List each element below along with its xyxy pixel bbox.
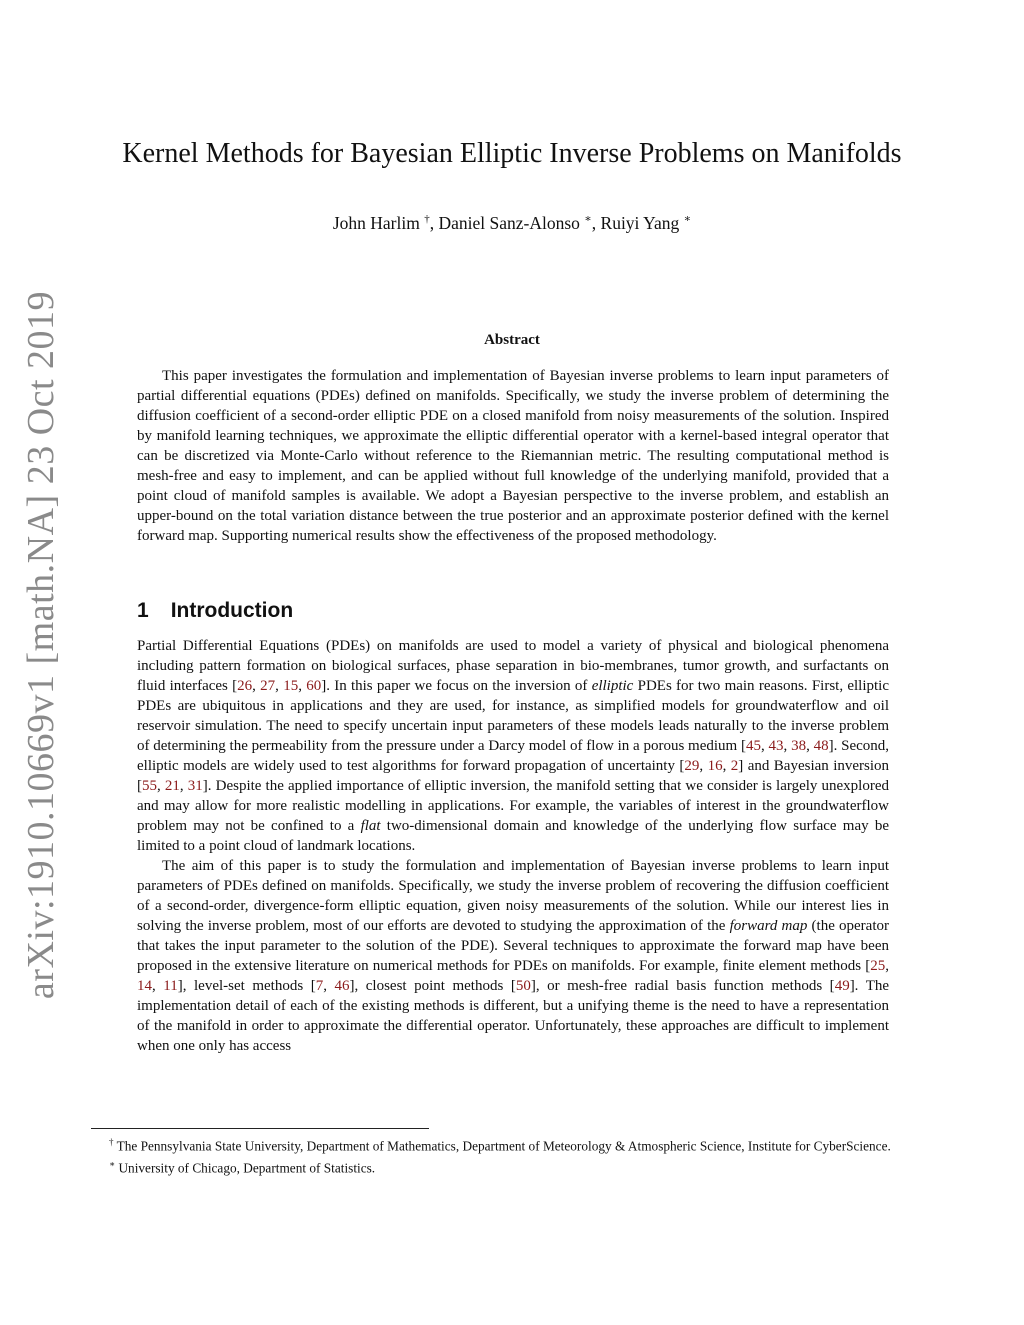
footnote-text: The Pennsylvania State University, Department of Mathematics, Department of Meteorology & Atmospheric Science, Institute for CyberScience. [116, 1138, 891, 1154]
introduction-body [137, 636, 889, 1056]
citation-link[interactable]: 43 [768, 738, 784, 754]
text-run: two-dimensional domain and knowledge of the underlying flow surface may be limited to a point cloud of landmark locations. [137, 818, 889, 854]
citation-link[interactable]: 15 [283, 678, 299, 694]
text-run: (the operator that takes the input parameter to the solution of the PDE). Several techniques to approximate the forward map have been proposed in the extensive literature on numerical methods for PDEs on manifolds. For example, finite element methods [ [137, 918, 889, 974]
citation-link[interactable]: 48 [813, 738, 829, 754]
emphasis: flat [360, 818, 381, 834]
arxiv-identifier [16, 290, 66, 1000]
citation-link[interactable]: 7 [315, 978, 324, 994]
section-title: Introduction [170, 599, 294, 622]
author-affiliation-mark: ∗ [683, 213, 692, 225]
text-run: PDEs for two main reasons. First, elliptic PDEs are ubiquitous in applications and they are used, for instance, as simplified models for groundwaterflow and oil reservoir simulation. The need to specify uncertain input parameters of these models leads naturally to the inverse problem of determining the permeability from the pressure under a Darcy model of flow in a porous medium [ [137, 678, 889, 754]
text-run: ]. The implementation detail of each of the existing methods is different, but a unifying theme is the need to have a representation of the manifold in order to approximate the differential operator. Unfortunately, these approaches are difficult to implement when one only has access [137, 978, 890, 1054]
emphasis: elliptic [591, 678, 634, 694]
footnote-text: University of Chicago, Department of Statistics. [118, 1160, 376, 1176]
citation-link[interactable]: 21 [164, 778, 180, 794]
author-affiliation-mark: ∗ [584, 213, 592, 225]
abstract-heading: Abstract [484, 332, 540, 348]
citation-link[interactable]: 27 [260, 678, 276, 694]
footnote-mark: † [109, 1137, 114, 1147]
citation-link[interactable]: 31 [187, 778, 203, 794]
author-list: John Harlim †, Daniel Sanz-Alonso ∗, Ruiyi Yang ∗ [332, 212, 692, 233]
footnote-divider [91, 1128, 429, 1129]
citation-link[interactable]: 25 [870, 958, 886, 974]
citation-link[interactable]: 46 [334, 978, 350, 994]
text-run: Partial Differential Equations (PDEs) on manifolds are used to model a variety of physical and biological phenomena including pattern formation on biological surfaces, phase separation in bio-membranes, tumor growth, and surfactants on fluid interfaces [ [137, 638, 889, 694]
footnotes [91, 1133, 936, 1178]
author-name: Ruiyi Yang [600, 212, 680, 233]
section-number: 1 [137, 599, 149, 622]
citation-link[interactable]: 38 [791, 738, 807, 754]
citation-link[interactable]: 11 [163, 978, 178, 994]
footnote [91, 1133, 936, 1155]
author-name: Daniel Sanz-Alonso [438, 212, 580, 233]
emphasis: forward map [729, 918, 808, 934]
citation-link[interactable]: 14 [137, 978, 152, 994]
citation-link[interactable]: 50 [515, 978, 531, 994]
arxiv-identifier-text: arXiv:1910.10669v1 [math.NA] 23 Oct 2019 [20, 290, 62, 1000]
author-affiliation-mark: † [424, 213, 430, 225]
text-run: The aim of this paper is to study the formulation and implementation of Bayesian inverse problems to learn input parameters of PDEs defined on manifolds. Specifically, we study the inverse problem of recovering the diffusion coefficient of a second-order, divergence-form elliptic equation, given noisy measurements of the solution. While our interest lies in solving the inverse problem, most of our efforts are devoted to studying the approximation of the [137, 858, 889, 934]
citation-link[interactable]: 45 [746, 738, 761, 754]
citation-link[interactable]: 60 [306, 678, 322, 694]
text-run: ], or mesh-free radial basis function methods [ [530, 978, 835, 994]
paragraph: The aim of this paper is to study the formulation and implementation of Bayesian inverse problems to learn input parameters of PDEs defined on manifolds. Specifically, we study the inverse problem of recovering the diffusion coefficient of a second-order, divergence-form elliptic equation, given noisy measurements of the solution. While our interest lies in solving the inverse problem, most of our efforts are devoted to studying the approximation of the forward map (the operator that takes the input parameter to the solution of the PDE). Several techniques to approximate the forward map have been proposed in the extensive literature on numerical methods for PDEs on manifolds. For example, finite element methods [25, 14, 11], level-set methods [7, 46], closest point methods [50], or mesh-free radial basis function methods [49]. The implementation detail of each of the existing methods is different, but a unifying theme is the need to have a representation of the manifold in order to approximate the differential operator. Unfortunately, these approaches are difficult to implement when one only has access [137, 858, 890, 1054]
text-run: ]. In this paper we focus on the inversion of [321, 678, 592, 694]
text-run: ], level-set methods [ [177, 978, 316, 994]
citation-link[interactable]: 16 [707, 758, 723, 774]
footnote-mark: ∗ [109, 1159, 116, 1170]
paper-title: Kernel Methods for Bayesian Elliptic Inverse Problems on Manifolds [122, 138, 902, 169]
paragraph: Partial Differential Equations (PDEs) on manifolds are used to model a variety of physical and biological phenomena including pattern formation on biological surfaces, phase separation in bio-membranes, tumor growth, and surfactants on fluid interfaces [26, 27, 15, 60]. In this paper we focus on the inversion of elliptic PDEs for two main reasons. First, elliptic PDEs are ubiquitous in applications and they are used, for instance, as simplified models for groundwaterflow and oil reservoir simulation. The need to specify uncertain input parameters of these models leads naturally to the inverse problem of determining the permeability from the pressure under a Darcy model of flow in a porous medium [45, 43, 38, 48]. Second, elliptic models are widely used to test algorithms for forward propagation of uncertainty [29, 16, 2] and Bayesian inversion [55, 21, 31]. Despite the applied importance of elliptic inversion, the manifold setting that we consider is largely unexplored and may allow for more realistic modelling in applications. For example, the variables of interest in the groundwaterflow problem may not be confined to a flat two-dimensional domain and knowledge of the underlying flow surface may be limited to a point cloud of landmark locations. [137, 638, 890, 854]
citation-link[interactable]: 2 [730, 758, 739, 774]
citation-link[interactable]: 49 [834, 978, 850, 994]
abstract-text: This paper investigates the formulation and implementation of Bayesian inverse problems to learn input parameters of partial differential equations (PDEs) defined on manifolds. Specifically, we study the inverse problem of determining the diffusion coefficient of a second-order elliptic PDE on a closed manifold from noisy measurements of the solution. Inspired by manifold learning techniques, we approximate the elliptic differential operator with a kernel-based integral operator that can be discretized via Monte-Carlo without reference to the Riemannian metric. The resulting computational method is mesh-free and easy to implement, and can be applied without full knowledge of the underlying manifold, provided that a point cloud of manifold samples is available. We adopt a Bayesian perspective to the inverse problem, and establish an upper-bound on the total variation distance between the true posterior and an approximate posterior defined with the kernel forward map. Supporting numerical results show the effectiveness of the proposed methodology. [137, 368, 889, 544]
citation-link[interactable]: 26 [237, 678, 253, 694]
author-name: John Harlim [332, 212, 420, 233]
section-heading [137, 599, 293, 623]
citation-link[interactable]: 55 [142, 778, 157, 794]
text-run: ]. Second, elliptic models are widely used to test algorithms for forward propagation of uncertainty [ [137, 738, 890, 774]
citation-link[interactable]: 29 [684, 758, 700, 774]
text-run: ], closest point methods [ [349, 978, 516, 994]
text-run: ]. Despite the applied importance of elliptic inversion, the manifold setting that we consider is largely unexplored and may allow for more realistic modelling in applications. For example, the variables of interest in the groundwaterflow problem may not be confined to a [137, 778, 890, 834]
text-run: ] and Bayesian inversion [ [137, 758, 890, 794]
footnote [91, 1155, 936, 1177]
